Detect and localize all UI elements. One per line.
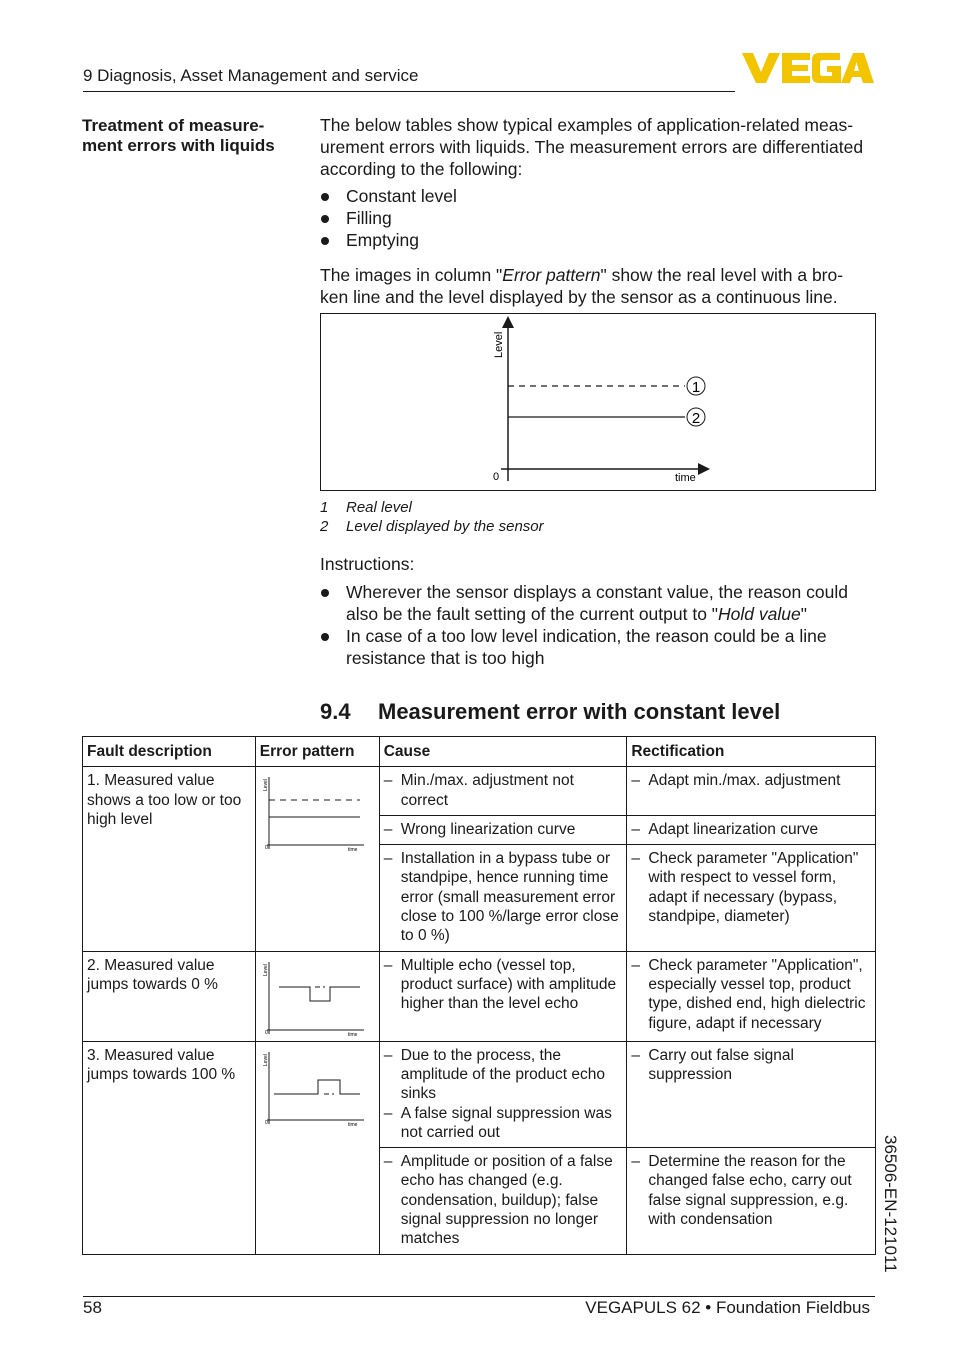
svg-text:0: 0 — [264, 1029, 268, 1036]
category-list — [320, 185, 457, 251]
fix-cell: – Determine the reason for the changed false echo, carry out false signal suppression, e.g. with condensation — [627, 1148, 876, 1254]
running-header: 9 Diagnosis, Asset Management and service — [83, 66, 419, 85]
svg-text:Level: Level — [262, 1053, 269, 1066]
svg-text:0: 0 — [264, 1119, 268, 1126]
cause-cell: – Wrong linearization curve — [379, 815, 627, 844]
instructions-list — [320, 581, 848, 669]
marker-1: 1 — [691, 379, 701, 396]
list-item: Filling — [320, 207, 457, 229]
level-diagram-chart — [321, 314, 875, 490]
svg-text:time: time — [347, 1121, 358, 1126]
col-header: Rectification — [627, 737, 876, 767]
error-pattern-2 — [260, 956, 370, 1036]
col-header: Cause — [379, 737, 627, 767]
fault-description: 1. Measured value shows a too low or too high level — [83, 767, 256, 951]
cause-cell: – Amplitude or position of a false echo has changed (e.g. condensation, buildup); false signal suppression no longer matches — [379, 1148, 627, 1254]
col-header: Fault description — [83, 737, 256, 767]
legend-item: 2 Level displayed by the sensor — [320, 518, 544, 535]
error-pattern-cell — [255, 1041, 379, 1254]
error-pattern-cell — [255, 951, 379, 1041]
cause-cell: – Due to the process, the amplitude of the product echo sinks – A false signal suppression was not carried out — [379, 1041, 627, 1147]
document-code: 36506-EN-121011 — [881, 1135, 900, 1273]
svg-text:Level: Level — [262, 963, 269, 976]
fix-cell: – Check parameter "Application", especially vessel top, product type, dished end, high dielectric figure, adapt if necessary — [627, 951, 876, 1041]
footer-rule — [83, 1296, 875, 1297]
error-pattern-3 — [260, 1046, 370, 1126]
error-pattern-paragraph: The images in column "Error pattern" show the real level with a bro- ken line and the level displayed by the sensor as a continuous line. — [320, 265, 844, 307]
fix-cell: – Check parameter "Application" with respect to vessel form, adapt if necessary (bypass, standpipe, diameter) — [627, 845, 876, 951]
fix-cell: – Adapt linearization curve — [627, 815, 876, 844]
svg-text:Level: Level — [262, 779, 269, 792]
table-row — [83, 951, 876, 1041]
fault-description: 2. Measured value jumps towards 0 % — [83, 951, 256, 1041]
list-item: Wherever the sensor displays a constant value, the reason could also be the fault setting of the current output to "Hold value" — [320, 581, 848, 625]
svg-text:time: time — [347, 847, 358, 852]
cause-cell: – Multiple echo (vessel top, product surface) with amplitude higher than the level echo — [379, 951, 627, 1041]
list-item: Emptying — [320, 229, 457, 251]
legend-item: 1 Real level — [320, 499, 412, 516]
marker-2: 2 — [691, 410, 701, 427]
footer-title: VEGAPULS 62 • Foundation Fieldbus — [585, 1298, 870, 1317]
svg-text:time: time — [347, 1031, 358, 1036]
instructions-label: Instructions: — [320, 554, 415, 574]
fix-cell: – Carry out false signal suppression — [627, 1041, 876, 1147]
level-diagram — [320, 313, 876, 491]
error-pattern-cell — [255, 767, 379, 951]
list-item: Constant level — [320, 185, 457, 207]
table-row — [83, 1041, 876, 1147]
figure-legend — [320, 498, 544, 536]
y-axis-label: Level — [493, 331, 505, 358]
error-table — [82, 736, 876, 1255]
x-axis-label: time — [675, 472, 696, 484]
fix-cell: – Adapt min./max. adjustment — [627, 767, 876, 816]
section-title: 9.4 Measurement error with constant level — [320, 699, 781, 724]
table-row — [83, 767, 876, 816]
error-pattern-1 — [260, 771, 370, 851]
side-heading: Treatment of measure- ment errors with liquids — [82, 116, 275, 155]
table-header-row — [83, 737, 876, 767]
header-rule — [83, 91, 735, 92]
col-header: Error pattern — [255, 737, 379, 767]
intro-paragraph: The below tables show typical examples of application-related meas- urement errors with liquids. The measurement errors are differentiated according to the following: — [320, 115, 864, 179]
cause-cell: – Installation in a bypass tube or standpipe, hence running time error (small measurement error close to 100 %/large error close to 0 %) — [379, 845, 627, 951]
page-number: 58 — [83, 1298, 102, 1317]
vega-logo — [740, 50, 875, 86]
list-item: In case of a too low level indication, the reason could be a line resistance that is too high — [320, 625, 848, 669]
origin-label: 0 — [493, 471, 500, 483]
cause-cell: – Min./max. adjustment not correct — [379, 767, 627, 816]
svg-text:0: 0 — [264, 845, 268, 852]
fault-description: 3. Measured value jumps towards 100 % — [83, 1041, 256, 1254]
